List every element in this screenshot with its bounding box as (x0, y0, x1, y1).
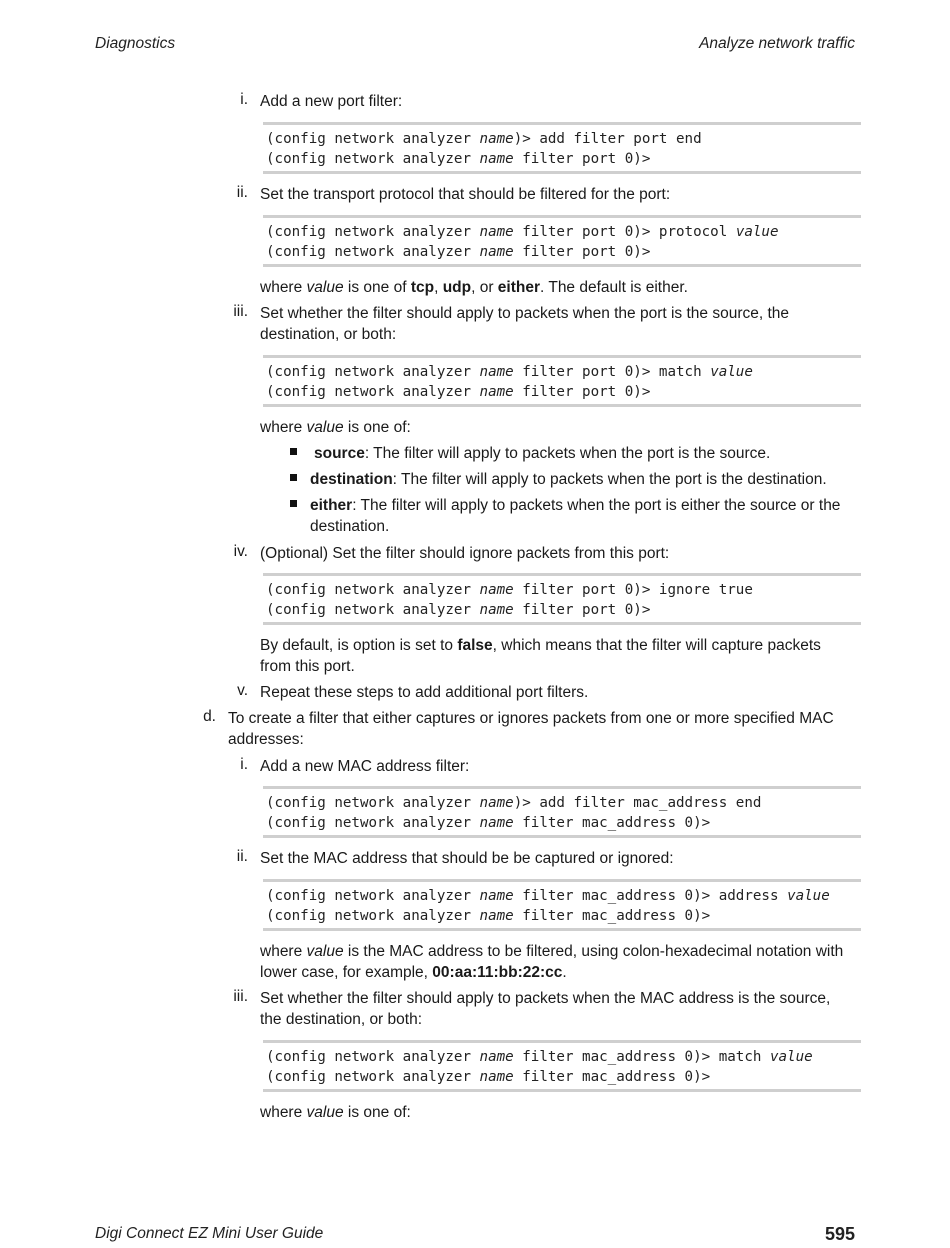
mac-note: where value is the MAC address to be filtered, using colon-hexadecimal notation with lower case, for example, 00:aa:11:bb:22:cc. (260, 943, 844, 981)
code-block: (config network analyzer name)> add filter mac_address end (config network analyzer name filter mac_address 0)> (263, 786, 861, 838)
step-marker: iii. (233, 988, 248, 1005)
bullet-icon (290, 500, 297, 507)
running-header-section: Diagnostics (95, 35, 176, 52)
step-text: (Optional) Set the filter should ignore packets from this port: (260, 545, 670, 562)
mac-match-note: where value is one of: (260, 1104, 411, 1121)
code-block: (config network analyzer name)> add filter port end (config network analyzer name filter port 0)> (263, 122, 861, 174)
step-text: Repeat these steps to add additional port filters. (260, 684, 589, 701)
code-block: (config network analyzer name filter mac_address 0)> match value (config network analyzer name filter mac_address 0)> (263, 1040, 861, 1092)
running-header-topic: Analyze network traffic (699, 35, 855, 52)
step-text: Set whether the filter should apply to packets when the MAC address is the source, the destination, or both: (260, 990, 831, 1028)
running-footer-title: Digi Connect EZ Mini User Guide (95, 1225, 324, 1242)
step-marker: d. (203, 708, 216, 725)
bullet-item: source: The filter will apply to packets when the port is the source. (314, 445, 771, 462)
step-text: Add a new MAC address filter: (260, 758, 470, 775)
match-note: where value is one of: (260, 419, 411, 436)
code-block: (config network analyzer name filter port 0)> protocol value (config network analyzer name filter port 0)> (263, 215, 861, 267)
step-marker: ii. (236, 848, 248, 865)
code-block: (config network analyzer name filter port 0)> ignore true (config network analyzer name filter port 0)> (263, 573, 861, 625)
step-marker: iv. (233, 543, 248, 560)
step-text: Set whether the filter should apply to packets when the port is the source, the destination, or both: (260, 305, 790, 343)
step-marker: ii. (236, 184, 248, 201)
page-number: 595 (824, 1224, 855, 1244)
step-text: Set the transport protocol that should be filtered for the port: (260, 186, 671, 203)
step-marker: iii. (233, 303, 248, 320)
step-text: Add a new port filter: (260, 93, 403, 110)
bullet-item: either: The filter will apply to packets when the port is either the source or the destination. (310, 497, 841, 535)
code-block: (config network analyzer name filter mac_address 0)> address value (config network analyzer name filter mac_address 0)> (263, 879, 861, 931)
step-marker: i. (240, 756, 248, 773)
ignore-note: By default, is option is set to false, which means that the filter will capture packets from this port. (260, 637, 821, 675)
protocol-note: where value is one of tcp, udp, or either. The default is either. (260, 279, 688, 296)
bullet-icon (290, 448, 297, 455)
bullet-icon (290, 474, 297, 481)
step-text: Set the MAC address that should be be captured or ignored: (260, 850, 674, 867)
step-text: To create a filter that either captures or ignores packets from one or more specified MAC addresses: (228, 710, 834, 748)
step-marker: v. (237, 682, 248, 699)
code-block: (config network analyzer name filter port 0)> match value (config network analyzer name filter port 0)> (263, 355, 861, 407)
bullet-item: destination: The filter will apply to packets when the port is the destination. (310, 471, 827, 488)
step-marker: i. (240, 91, 248, 108)
